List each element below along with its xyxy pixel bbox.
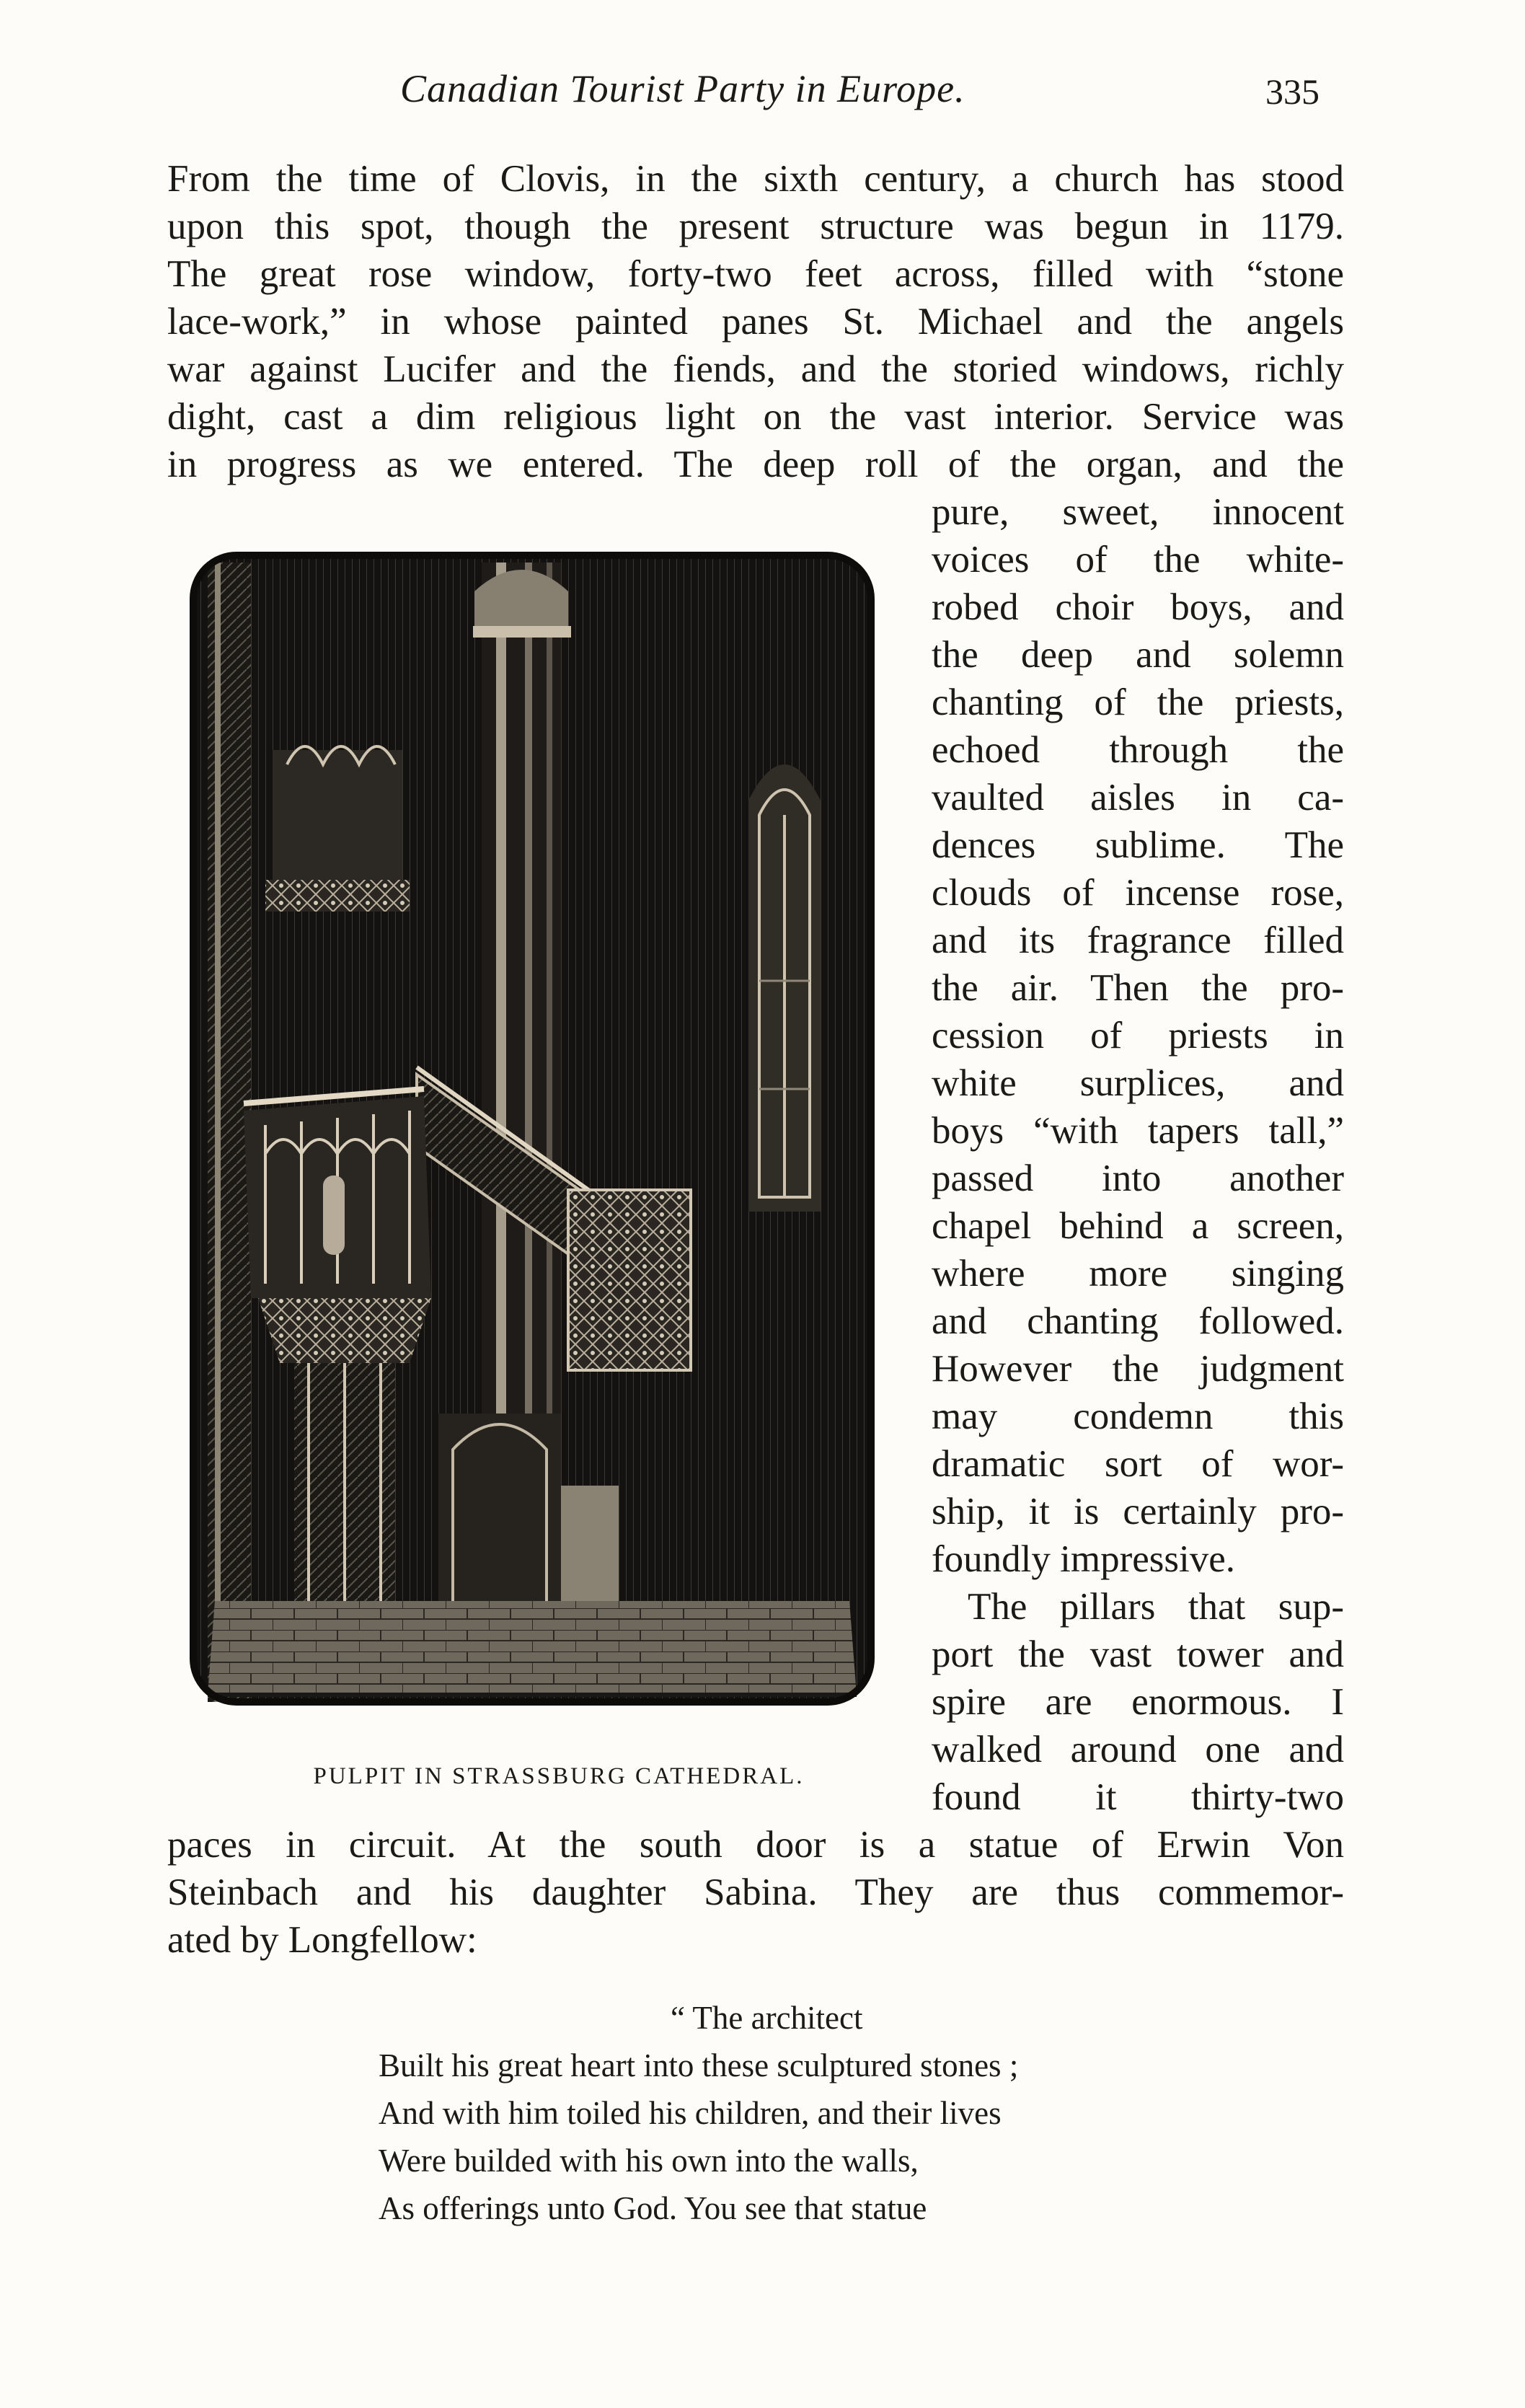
column-line: voices of the white- bbox=[932, 539, 1344, 581]
column-line: the air. Then the pro- bbox=[932, 967, 1344, 1009]
column-line: chapel behind a screen, bbox=[932, 1205, 1344, 1247]
column-line: and its fragrance filled bbox=[932, 919, 1344, 961]
column-line: vaulted aisles in ca- bbox=[932, 777, 1344, 819]
column-line: may condemn this bbox=[932, 1395, 1344, 1437]
figure-caption: PULPIT IN STRASSBURG CATHEDRAL. bbox=[313, 1763, 805, 1789]
poem-line: And with him toiled his children, and their lives bbox=[379, 2095, 1002, 2131]
body-line: war against Lucifer and the fiends, and the storied windows, richly bbox=[167, 348, 1344, 390]
column-line: foundly impressive. bbox=[932, 1538, 1235, 1580]
poem-line: Were builded with his own into the walls, bbox=[379, 2143, 919, 2179]
column-line: dences sublime. The bbox=[932, 824, 1344, 866]
running-header bbox=[0, 66, 1525, 124]
body-line: lace-work,” in whose painted panes St. Michael and the angels bbox=[167, 301, 1344, 343]
body-line: From the time of Clovis, in the sixth century, a church has stood bbox=[167, 158, 1344, 200]
body-line: Steinbach and his daughter Sabina. They are thus commemor- bbox=[167, 1871, 1344, 1913]
column-line: the deep and solemn bbox=[932, 634, 1344, 676]
column-line: pure, sweet, innocent bbox=[932, 491, 1344, 533]
column-line: found it thirty-two bbox=[932, 1776, 1344, 1818]
column-line: and chanting followed. bbox=[932, 1300, 1344, 1342]
column-line: ship, it is certainly pro- bbox=[932, 1491, 1344, 1532]
column-line: white surplices, and bbox=[932, 1062, 1344, 1104]
column-line: where more singing bbox=[932, 1253, 1344, 1295]
body-line: in progress as we entered. The deep roll of the organ, and the bbox=[167, 444, 1344, 485]
pulpit-engraving bbox=[186, 548, 878, 1724]
column-line: dramatic sort of wor- bbox=[932, 1443, 1344, 1485]
column-line: chanting of the priests, bbox=[932, 682, 1344, 723]
column-line: However the judgment bbox=[932, 1348, 1344, 1390]
column-line: The pillars that sup- bbox=[968, 1586, 1344, 1628]
column-line: walked around one and bbox=[932, 1729, 1344, 1770]
poem-line: As offerings unto God. You see that statue bbox=[379, 2190, 927, 2226]
body-line: ated by Longfellow: bbox=[167, 1919, 477, 1961]
column-line: cession of priests in bbox=[932, 1015, 1344, 1057]
body-line: paces in circuit. At the south door is a statue of Erwin Von bbox=[167, 1824, 1344, 1866]
body-line: The great rose window, forty-two feet across, filled with “stone bbox=[167, 253, 1344, 295]
running-title: Canadian Tourist Party in Europe. bbox=[400, 67, 965, 110]
column-line: spire are enormous. I bbox=[932, 1681, 1344, 1723]
column-line: boys “with tapers tall,” bbox=[932, 1110, 1344, 1152]
column-line: echoed through the bbox=[932, 729, 1344, 771]
page-number: 335 bbox=[1265, 71, 1320, 112]
column-line: port the vast tower and bbox=[932, 1633, 1344, 1675]
body-line: upon this spot, though the present structure was begun in 1179. bbox=[167, 206, 1344, 247]
column-line: robed choir boys, and bbox=[932, 586, 1344, 628]
poem-line: “ The architect bbox=[671, 2000, 863, 2036]
column-line: clouds of incense rose, bbox=[932, 872, 1344, 914]
poem-line: Built his great heart into these sculptured stones ; bbox=[379, 2047, 1019, 2083]
body-line: dight, cast a dim religious light on the vast interior. Service was bbox=[167, 396, 1344, 438]
column-line: passed into another bbox=[932, 1157, 1344, 1199]
